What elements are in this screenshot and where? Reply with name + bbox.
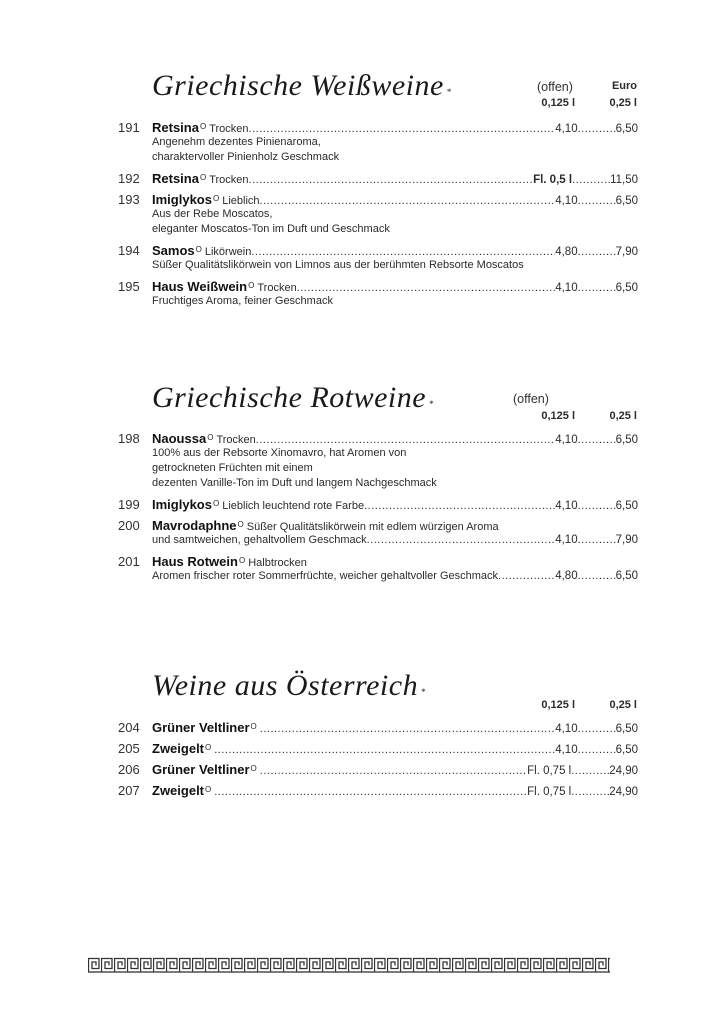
organic-mark-icon: O [250,722,257,731]
item-main-line [152,720,638,735]
price-small: 4,10 [555,723,578,735]
wine-description: 100% aus der Rebsorte Xinomavro, hat Aromen von [152,447,407,459]
price-small: 4,10 [555,434,578,446]
wine-description: getrockneten Früchten mit einem [152,462,313,474]
leader-dots [364,499,555,514]
leader-dots [571,785,609,800]
open-note: (offen) [513,392,549,406]
item-main-line [152,497,638,512]
wine-item [118,554,638,584]
leader-dots [578,433,616,448]
item-number: 205 [118,741,140,756]
section-title [152,66,452,106]
column-header-small: 0,125 l [541,699,575,711]
wine-item [118,120,638,165]
organic-mark-icon: O [248,281,255,290]
item-number: 207 [118,783,140,798]
wine-description: Fruchtiges Aroma, feiner Geschmack [152,295,333,307]
item-main-line [152,762,638,777]
wine-name: Haus Weißwein [152,279,248,294]
item-number: 200 [118,518,140,533]
organic-mark-icon: O [207,433,214,442]
wine-list [118,120,638,309]
price-small: 4,10 [555,195,578,207]
item-number: 198 [118,431,140,446]
wine-style: Trocken [216,434,256,446]
organic-mark-icon: O [212,194,220,203]
item-number: 193 [118,192,140,207]
price-large: 24,90 [609,786,638,798]
wine-name: Retsina [152,120,199,135]
organic-mark-icon: O [199,122,207,131]
price-large: 6,50 [615,570,638,582]
wine-style: Trocken [209,123,249,135]
organic-mark-icon: O [238,556,246,565]
item-number: 195 [118,279,140,294]
wine-name: Haus Rotwein [152,554,238,569]
leader-dots [297,281,556,296]
organic-mark-icon: O [205,743,212,752]
item-desc-line [152,533,638,548]
organic-mark-icon: O [205,785,212,794]
wine-name: Naoussa [152,431,207,446]
footnote-star: * [446,87,452,97]
title-text: Weine aus Österreich [152,669,419,702]
column-header-large: 0,25 l [609,97,637,109]
item-body [152,243,638,273]
column-header-small: 0,125 l [541,410,575,422]
leader-dots [572,173,610,188]
price-small: 4,10 [555,123,578,135]
organic-mark-icon: O [199,173,207,182]
leader-dots [578,281,616,296]
wine-style: Lieblich leuchtend rote Farbe [222,500,365,512]
wine-name: Imiglykos [152,192,212,207]
leader-dots [367,533,556,548]
item-body [152,762,638,777]
leader-dots [578,194,616,209]
wine-item [118,243,638,273]
wine-name: Samos [152,243,195,258]
wine-description: Angenehm dezentes Pinienaroma, [152,136,321,148]
item-number: 204 [118,720,140,735]
price-small: 4,80 [555,570,578,582]
leader-dots [578,569,616,584]
wine-description: eleganter Moscatos-Ton im Duft und Geschmack [152,223,390,235]
leader-dots [578,499,616,514]
column-header-large: 0,25 l [609,699,637,711]
title-text: Griechische Rotweine [152,381,427,414]
price-large: 6,50 [615,500,638,512]
item-main-line [152,120,638,135]
leader-dots [578,245,616,260]
item-number: 194 [118,243,140,258]
organic-mark-icon: O [212,499,220,508]
item-body [152,279,638,309]
footnote-star: * [421,687,427,697]
leader-dots [260,194,556,209]
wine-list [118,431,638,584]
item-body [152,720,638,735]
wine-name: Retsina [152,171,199,186]
item-body [152,783,638,798]
price-large: 6,50 [615,744,638,756]
item-main-line [152,171,638,186]
leader-dots [578,533,616,548]
price-small: Fl. 0,75 l [527,765,572,777]
section-title [152,378,434,418]
leader-dots [578,722,616,737]
wine-item [118,518,638,548]
price-small: 4,10 [555,744,578,756]
price-large: 6,50 [615,282,638,294]
leader-dots [578,122,616,137]
item-body [152,171,638,186]
wine-description: dezenten Vanille-Ton im Duft und langem Nachgeschmack [152,477,437,489]
leader-dots [260,764,527,779]
organic-mark-icon: O [250,764,257,773]
price-small: 4,10 [555,500,578,512]
wine-name: Imiglykos [152,497,212,512]
item-main-line [152,554,638,569]
wine-description: Süßer Qualitätslikörwein von Limnos aus der berühmten Rebsorte Moscatos [152,259,524,271]
item-body [152,518,638,548]
section-title [152,666,426,706]
wine-style: Süßer Qualitätslikörwein mit edlem würzigen Aroma [246,521,499,533]
item-body [152,431,638,491]
greek-key-border-icon [88,957,610,973]
item-desc-line [152,569,638,584]
wine-item [118,279,638,309]
wine-description: Aromen frischer roter Sommerfrüchte, weicher gehaltvoller Geschmack [152,570,499,582]
item-number: 206 [118,762,140,777]
wine-list [118,720,638,798]
price-large: 6,50 [615,195,638,207]
wine-item [118,192,638,237]
organic-mark-icon: O [195,245,202,254]
wine-name: Grüner Veltliner [152,762,250,777]
item-body [152,741,638,756]
wine-name: Zweigelt [152,783,205,798]
item-main-line [152,243,638,258]
wine-item [118,741,638,756]
price-small: 4,10 [555,534,578,546]
wine-style: Trocken [257,282,297,294]
item-main-line [152,192,638,207]
wine-description: Aus der Rebe Moscatos, [152,208,273,220]
item-number: 191 [118,120,140,135]
leader-dots [249,173,534,188]
leader-dots [498,569,555,584]
price-large: 6,50 [615,723,638,735]
leader-dots [260,722,555,737]
currency-label: Euro [611,80,637,92]
title-text: Griechische Weißweine [152,69,444,102]
wine-item [118,497,638,512]
wine-description: charaktervoller Pinienholz Geschmack [152,151,340,163]
wine-style: Lieblich [222,195,260,207]
price-large: 11,50 [610,174,638,186]
price-large: 7,90 [615,246,638,258]
item-number: 192 [118,171,140,186]
item-main-line [152,431,638,446]
leader-dots [571,764,609,779]
wine-style: Halbtrocken [248,557,307,569]
wine-name: Grüner Veltliner [152,720,250,735]
price-small: 4,10 [555,282,578,294]
price-large: 6,50 [615,434,638,446]
item-body [152,497,638,512]
price-small: Fl. 0,75 l [527,786,572,798]
item-number: 201 [118,554,140,569]
leader-dots [578,743,616,758]
item-body [152,120,638,165]
item-body [152,554,638,584]
organic-mark-icon: O [237,520,244,529]
wine-style: Trocken [209,174,249,186]
wine-item [118,720,638,735]
wine-item [118,431,638,491]
leader-dots [214,743,555,758]
wine-description: und samtweichen, gehaltvollem Geschmack [152,534,367,546]
item-main-line [152,783,638,798]
wine-name: Zweigelt [152,741,205,756]
wine-style: Likörwein [204,246,252,258]
wine-name: Mavrodaphne [152,518,237,533]
item-main-line [152,279,638,294]
item-body [152,192,638,237]
item-main-line [152,741,638,756]
column-header-large: 0,25 l [609,410,637,422]
footnote-star: * [429,399,435,409]
wine-item [118,171,638,186]
item-number: 199 [118,497,140,512]
wine-item [118,762,638,777]
leader-dots [214,785,527,800]
price-large: 24,90 [609,765,638,777]
price-small: 4,80 [555,246,578,258]
item-main-line [152,518,638,533]
price-small: Fl. 0,5 l [533,174,573,186]
price-large: 6,50 [615,123,638,135]
column-header-small: 0,125 l [541,97,575,109]
price-large: 7,90 [615,534,638,546]
wine-item [118,783,638,798]
open-note: (offen) [537,80,573,94]
